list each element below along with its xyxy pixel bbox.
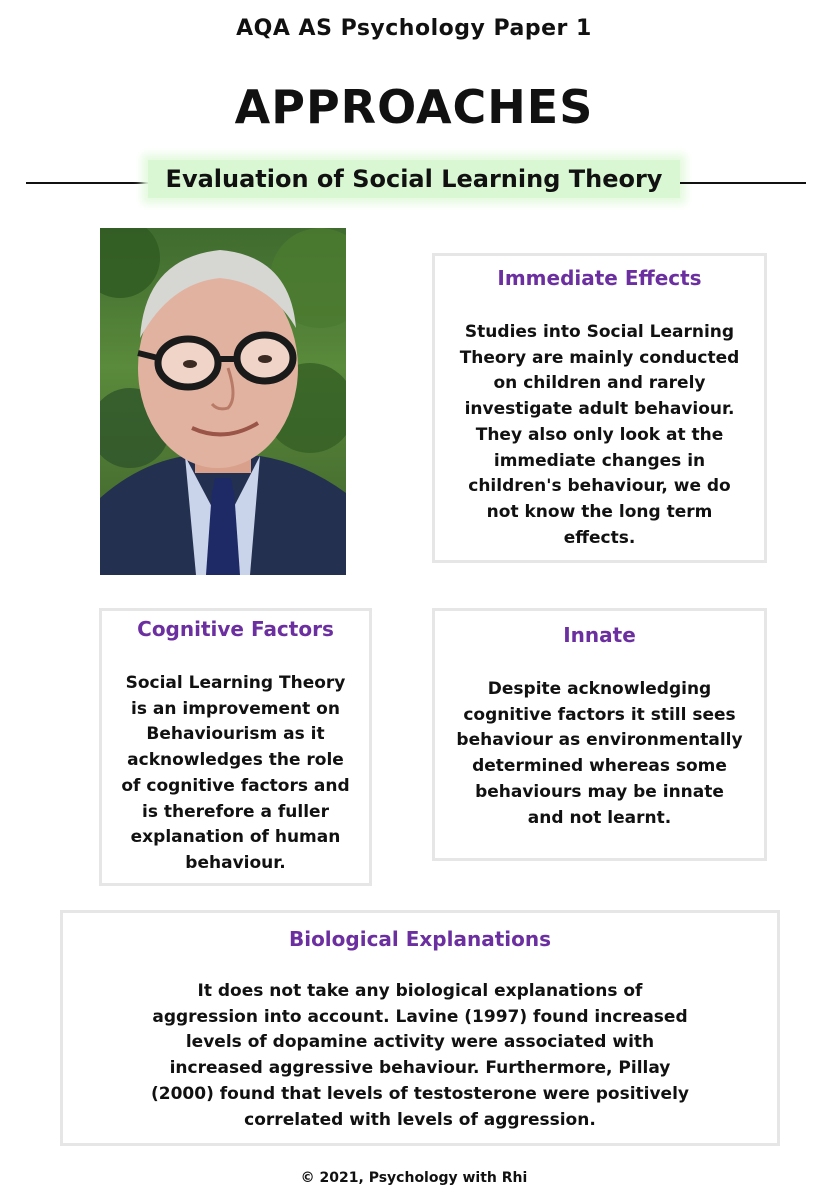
divider-right [680, 182, 806, 184]
card-body: Social Learning Theory is an improvement on Behaviourism as it acknowledges the role of cognitive factors and is therefore a fuller explanation of human behaviour. [121, 673, 350, 873]
card-immediate-effects [432, 253, 767, 563]
card-title: Innate [563, 623, 636, 647]
card-title: Immediate Effects [497, 266, 702, 290]
copyright-footer: © 2021, Psychology with Rhi [300, 1170, 528, 1186]
card-body: Studies into Social Learning Theory are mainly conducted on children and rarely investigate adult behaviour. They also only look at the immediate changes in children's behaviour, we do not know the long term effects. [459, 322, 740, 548]
section-title: Evaluation of Social Learning Theory [148, 160, 680, 198]
card-cognitive-factors [99, 608, 372, 886]
card-title: Biological Explanations [288, 927, 552, 951]
paper-subtitle: AQA AS Psychology Paper 1 [236, 16, 592, 41]
card-biological-explanations [60, 910, 780, 1146]
card-innate [432, 608, 767, 861]
page-title: APPROACHES [234, 80, 594, 134]
card-body: Despite acknowledging cognitive factors it still sees behaviour as environmentally determined whereas some behaviours may be innate and not learnt. [456, 679, 743, 828]
card-title: Cognitive Factors [137, 617, 334, 641]
divider-left [26, 182, 150, 184]
card-body: It does not take any biological explanations of aggression into account. Lavine (1997) found increased levels of dopamine activity were associated with increased aggressive behaviour. Furthermore, Pillay (2000) found that levels of testosterone were positively correlated with levels of aggression. [150, 981, 689, 1130]
portrait-photo [100, 228, 346, 575]
portrait-illustration [100, 228, 346, 575]
